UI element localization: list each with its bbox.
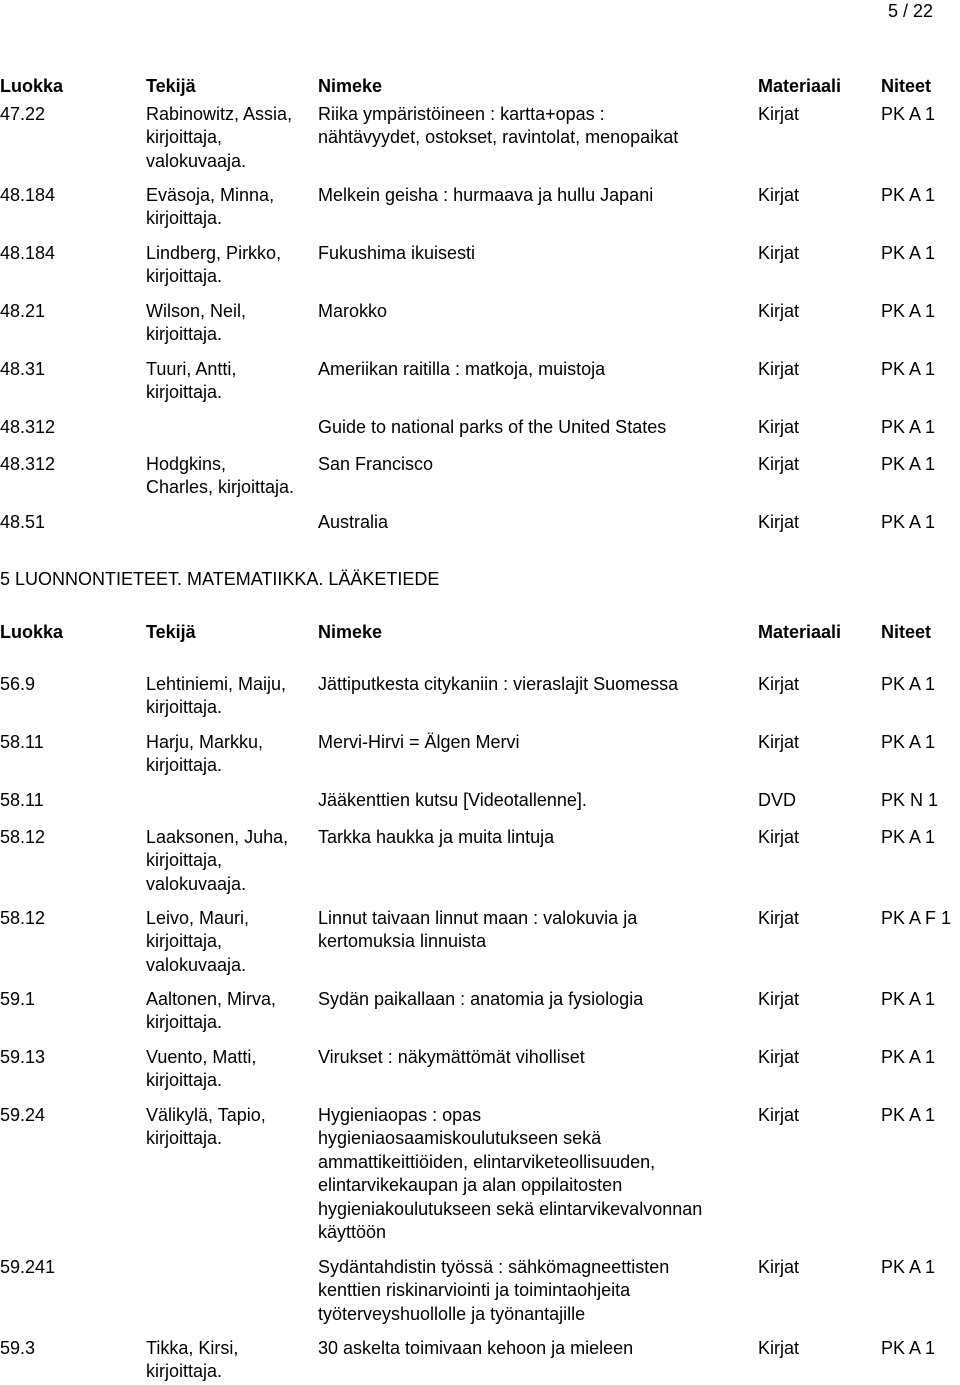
materiaali-cell: Kirjat <box>758 1105 800 1125</box>
header-nimeke: Nimeke <box>318 76 383 96</box>
tekija-cell: Lindberg, Pirkko, kirjoittaja. <box>146 243 282 287</box>
materiaali-cell: Kirjat <box>758 512 800 532</box>
luokka-cell: 59.1 <box>0 989 36 1009</box>
header-niteet: Niteet <box>881 622 932 642</box>
luokka-cell: 58.12 <box>0 908 46 928</box>
luokka-cell: 59.24 <box>0 1105 46 1125</box>
luokka-cell: 59.13 <box>0 1047 46 1067</box>
tekija-cell: Tuuri, Antti, kirjoittaja. <box>146 359 237 403</box>
luokka-cell: 47.22 <box>0 104 46 124</box>
materiaali-cell: Kirjat <box>758 359 800 379</box>
luokka-cell: 59.3 <box>0 1338 36 1358</box>
luokka-cell: 48.21 <box>0 301 46 321</box>
niteet-cell: PK A 1 <box>881 243 936 263</box>
niteet-cell: PK A 1 <box>881 1257 936 1277</box>
materiaali-cell: Kirjat <box>758 454 800 474</box>
tekija-cell: Hodgkins, Charles, kirjoittaja. <box>146 454 295 498</box>
nimeke-cell: Mervi-Hirvi = Älgen Mervi <box>318 732 520 752</box>
luokka-cell: 58.11 <box>0 790 44 810</box>
niteet-cell: PK A 1 <box>881 989 936 1009</box>
niteet-cell: PK A 1 <box>881 359 936 379</box>
nimeke-cell: Jääkenttien kutsu [Videotallenne]. <box>318 790 587 810</box>
materiaali-cell: DVD <box>758 790 797 810</box>
niteet-cell: PK A 1 <box>881 1047 936 1067</box>
header-materiaali: Materiaali <box>758 76 842 96</box>
nimeke-cell: Sydäntahdistin työssä : sähkömagneettisten kenttien riskinarviointi ja toimintaohjeita työterveyshuollolle ja työnantajille <box>318 1257 670 1324</box>
niteet-cell: PK A F 1 <box>881 908 952 928</box>
materiaali-cell: Kirjat <box>758 301 800 321</box>
section-title: 5 LUONNONTIETEET. MATEMATIIKKA. LÄÄKETIEDE <box>0 569 440 589</box>
materiaali-cell: Kirjat <box>758 674 800 694</box>
header-materiaali: Materiaali <box>758 622 842 642</box>
tekija-cell: Wilson, Neil, kirjoittaja. <box>146 301 247 345</box>
nimeke-cell: Australia <box>318 512 389 532</box>
nimeke-cell: Riika ympäristöineen : kartta+opas : nähtävyydet, ostokset, ravintolat, menopaikat <box>318 104 679 148</box>
nimeke-cell: Tarkka haukka ja muita lintuja <box>318 827 555 847</box>
tekija-cell: Tikka, Kirsi, kirjoittaja. <box>146 1338 239 1382</box>
niteet-cell: PK N 1 <box>881 790 939 810</box>
materiaali-cell: Kirjat <box>758 827 800 847</box>
luokka-cell: 48.184 <box>0 185 56 205</box>
luokka-cell: 48.312 <box>0 417 56 437</box>
materiaali-cell: Kirjat <box>758 989 800 1009</box>
nimeke-cell: Virukset : näkymättömät viholliset <box>318 1047 585 1067</box>
materiaali-cell: Kirjat <box>758 243 800 263</box>
materiaali-cell: Kirjat <box>758 104 800 124</box>
materiaali-cell: Kirjat <box>758 732 800 752</box>
tekija-cell: Harju, Markku, kirjoittaja. <box>146 732 264 776</box>
tekija-cell: Eväsoja, Minna, kirjoittaja. <box>146 185 275 229</box>
materiaali-cell: Kirjat <box>758 908 800 928</box>
materiaali-cell: Kirjat <box>758 1257 800 1277</box>
materiaali-cell: Kirjat <box>758 1047 800 1067</box>
header-luokka: Luokka <box>0 622 64 642</box>
niteet-cell: PK A 1 <box>881 417 936 437</box>
tekija-cell: Välikylä, Tapio, kirjoittaja. <box>146 1105 266 1149</box>
header-tekija: Tekijä <box>146 622 196 642</box>
niteet-cell: PK A 1 <box>881 454 936 474</box>
niteet-cell: PK A 1 <box>881 104 936 124</box>
niteet-cell: PK A 1 <box>881 674 936 694</box>
luokka-cell: 56.9 <box>0 674 36 694</box>
niteet-cell: PK A 1 <box>881 512 936 532</box>
niteet-cell: PK A 1 <box>881 732 936 752</box>
nimeke-cell: San Francisco <box>318 454 434 474</box>
nimeke-cell: Guide to national parks of the United States <box>318 417 667 437</box>
tekija-cell: Lehtiniemi, Maiju, kirjoittaja. <box>146 674 287 718</box>
nimeke-cell: Sydän paikallaan : anatomia ja fysiologia <box>318 989 644 1009</box>
materiaali-cell: Kirjat <box>758 185 800 205</box>
materiaali-cell: Kirjat <box>758 417 800 437</box>
nimeke-cell: Melkein geisha : hurmaava ja hullu Japani <box>318 185 654 205</box>
luokka-cell: 58.12 <box>0 827 46 847</box>
nimeke-cell: Hygieniaopas : opas hygieniaosaamiskoulutukseen sekä ammattikeittiöiden, elintarviketeollisuuden, elintarvikekaupan ja alan oppilaitosten hygieniakoulutukseen sekä elintarvikevalvonnan käyttöön <box>318 1105 703 1243</box>
niteet-cell: PK A 1 <box>881 1338 936 1358</box>
luokka-cell: 48.312 <box>0 454 56 474</box>
header-nimeke: Nimeke <box>318 622 383 642</box>
materiaali-cell: Kirjat <box>758 1338 800 1358</box>
nimeke-cell: Marokko <box>318 301 388 321</box>
nimeke-cell: 30 askelta toimivaan kehoon ja mieleen <box>318 1338 634 1358</box>
page-number: 5 / 22 <box>888 1 934 21</box>
nimeke-cell: Jättiputkesta citykaniin : vieraslajit Suomessa <box>318 674 679 694</box>
nimeke-cell: Fukushima ikuisesti <box>318 243 476 263</box>
tekija-cell: Vuento, Matti, kirjoittaja. <box>146 1047 257 1091</box>
header-niteet: Niteet <box>881 76 932 96</box>
tekija-cell: Leivo, Mauri, kirjoittaja, valokuvaaja. <box>146 908 250 975</box>
nimeke-cell: Linnut taivaan linnut maan : valokuvia ja kertomuksia linnuista <box>318 908 638 952</box>
niteet-cell: PK A 1 <box>881 301 936 321</box>
tekija-cell: Laaksonen, Juha, kirjoittaja, valokuvaaja. <box>146 827 289 894</box>
luokka-cell: 48.51 <box>0 512 46 532</box>
niteet-cell: PK A 1 <box>881 185 936 205</box>
luokka-cell: 58.11 <box>0 732 44 752</box>
luokka-cell: 59.241 <box>0 1257 56 1277</box>
tekija-cell: Aaltonen, Mirva, kirjoittaja. <box>146 989 277 1033</box>
luokka-cell: 48.31 <box>0 359 46 379</box>
header-luokka: Luokka <box>0 76 64 96</box>
nimeke-cell: Ameriikan raitilla : matkoja, muistoja <box>318 359 606 379</box>
niteet-cell: PK A 1 <box>881 1105 936 1125</box>
tekija-cell: Rabinowitz, Assia, kirjoittaja, valokuvaaja. <box>146 104 293 171</box>
header-tekija: Tekijä <box>146 76 196 96</box>
luokka-cell: 48.184 <box>0 243 56 263</box>
niteet-cell: PK A 1 <box>881 827 936 847</box>
